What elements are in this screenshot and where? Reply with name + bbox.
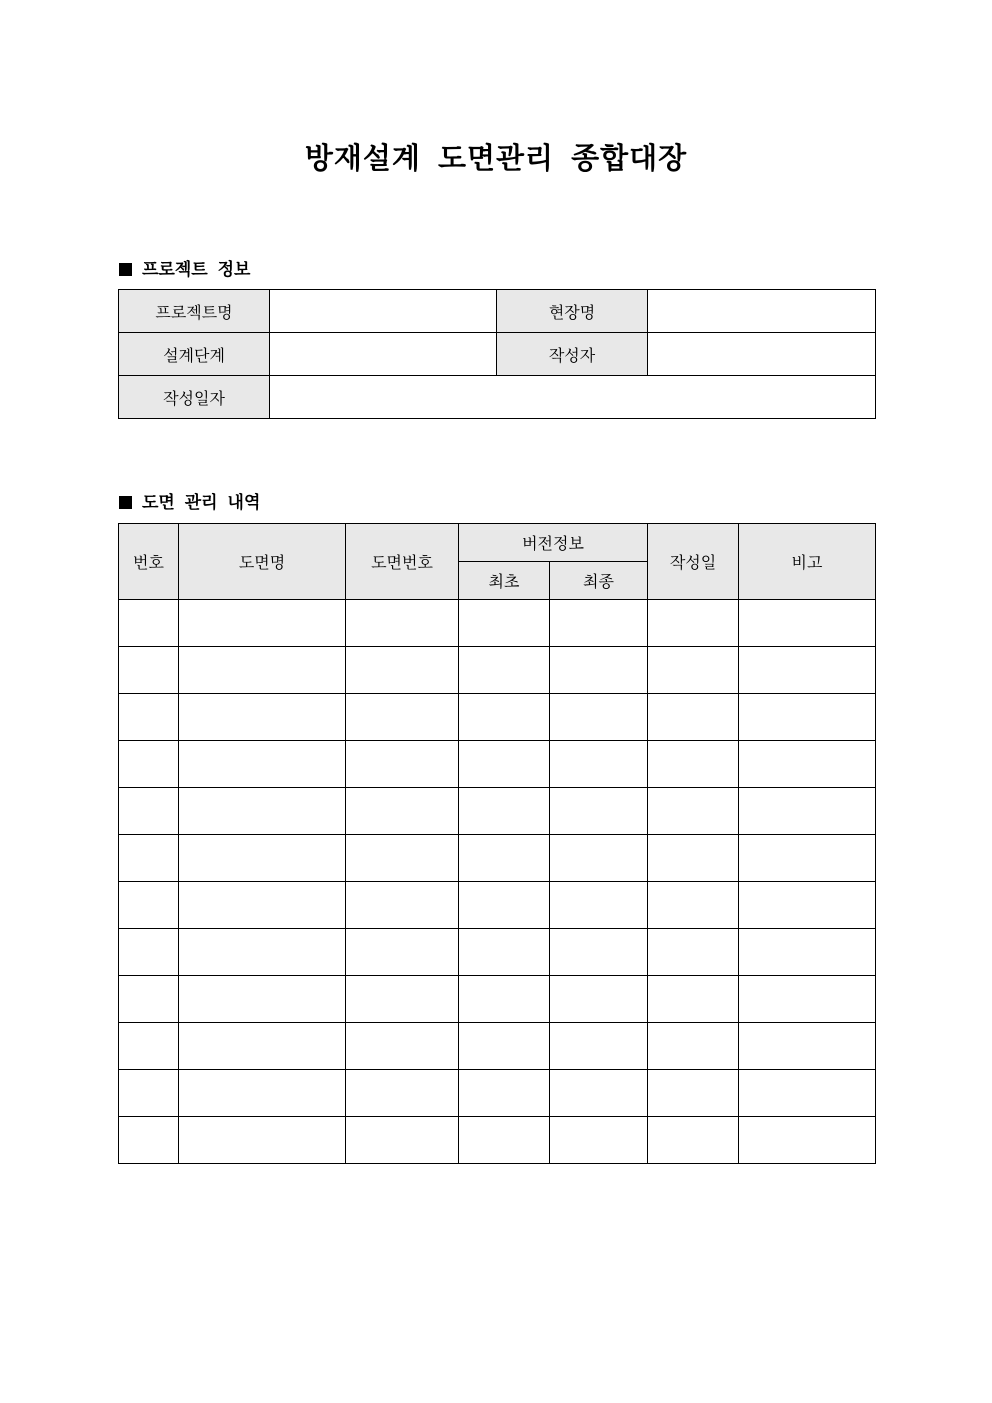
author-field[interactable] xyxy=(648,333,876,376)
cell-note[interactable] xyxy=(739,929,876,976)
cell-last[interactable] xyxy=(550,835,648,882)
cell-date[interactable] xyxy=(648,647,739,694)
cell-first[interactable] xyxy=(459,1117,550,1164)
cell-name[interactable] xyxy=(179,647,346,694)
cell-note[interactable] xyxy=(739,1117,876,1164)
cell-note[interactable] xyxy=(739,694,876,741)
cell-number[interactable] xyxy=(346,929,459,976)
project-info-heading: 프로젝트 정보 xyxy=(119,255,250,280)
author-label: 작성자 xyxy=(497,333,648,376)
cell-first[interactable] xyxy=(459,929,550,976)
table-row xyxy=(119,647,876,694)
site-name-label: 현장명 xyxy=(497,290,648,333)
table-row xyxy=(119,788,876,835)
cell-name[interactable] xyxy=(179,1023,346,1070)
cell-note[interactable] xyxy=(739,788,876,835)
cell-first[interactable] xyxy=(459,1023,550,1070)
table-row xyxy=(119,694,876,741)
design-stage-field[interactable] xyxy=(270,333,497,376)
cell-first[interactable] xyxy=(459,694,550,741)
cell-number[interactable] xyxy=(346,788,459,835)
cell-last[interactable] xyxy=(550,647,648,694)
design-stage-label: 설계단계 xyxy=(119,333,270,376)
cell-date[interactable] xyxy=(648,929,739,976)
cell-name[interactable] xyxy=(179,882,346,929)
header-version-last: 최종 xyxy=(550,562,648,600)
cell-last[interactable] xyxy=(550,929,648,976)
cell-first[interactable] xyxy=(459,788,550,835)
cell-no[interactable] xyxy=(119,976,179,1023)
square-bullet-icon xyxy=(119,496,132,509)
cell-note[interactable] xyxy=(739,647,876,694)
cell-last[interactable] xyxy=(550,694,648,741)
cell-last[interactable] xyxy=(550,976,648,1023)
cell-no[interactable] xyxy=(119,929,179,976)
header-drawing-number: 도면번호 xyxy=(346,524,459,600)
cell-note[interactable] xyxy=(739,741,876,788)
cell-no[interactable] xyxy=(119,647,179,694)
cell-last[interactable] xyxy=(550,788,648,835)
site-name-field[interactable] xyxy=(648,290,876,333)
cell-note[interactable] xyxy=(739,1070,876,1117)
cell-name[interactable] xyxy=(179,1117,346,1164)
cell-date[interactable] xyxy=(648,1117,739,1164)
cell-date[interactable] xyxy=(648,882,739,929)
cell-last[interactable] xyxy=(550,1023,648,1070)
table-row xyxy=(119,835,876,882)
cell-name[interactable] xyxy=(179,976,346,1023)
project-name-field[interactable] xyxy=(270,290,497,333)
cell-first[interactable] xyxy=(459,600,550,647)
square-bullet-icon xyxy=(119,263,132,276)
cell-date[interactable] xyxy=(648,694,739,741)
cell-number[interactable] xyxy=(346,741,459,788)
cell-number[interactable] xyxy=(346,835,459,882)
project-info-table xyxy=(118,289,876,419)
header-date: 작성일 xyxy=(648,524,739,600)
header-version: 버전정보 xyxy=(459,524,648,562)
cell-number[interactable] xyxy=(346,976,459,1023)
table-row xyxy=(119,976,876,1023)
cell-first[interactable] xyxy=(459,1070,550,1117)
cell-name[interactable] xyxy=(179,929,346,976)
cell-date[interactable] xyxy=(648,976,739,1023)
table-row xyxy=(119,741,876,788)
cell-first[interactable] xyxy=(459,976,550,1023)
cell-name[interactable] xyxy=(179,741,346,788)
project-name-label: 프로젝트명 xyxy=(119,290,270,333)
drawing-list-heading: 도면 관리 내역 xyxy=(119,488,260,513)
cell-no[interactable] xyxy=(119,788,179,835)
cell-number[interactable] xyxy=(346,1117,459,1164)
cell-no[interactable] xyxy=(119,835,179,882)
cell-number[interactable] xyxy=(346,1070,459,1117)
table-row xyxy=(119,882,876,929)
drawing-list-table xyxy=(118,523,876,1164)
date-label: 작성일자 xyxy=(119,376,270,419)
cell-last[interactable] xyxy=(550,741,648,788)
cell-name[interactable] xyxy=(179,788,346,835)
cell-date[interactable] xyxy=(648,741,739,788)
cell-no[interactable] xyxy=(119,1070,179,1117)
cell-last[interactable] xyxy=(550,1070,648,1117)
cell-no[interactable] xyxy=(119,1023,179,1070)
cell-number[interactable] xyxy=(346,600,459,647)
cell-note[interactable] xyxy=(739,835,876,882)
drawing-rows xyxy=(119,600,876,1164)
cell-date[interactable] xyxy=(648,1070,739,1117)
table-row xyxy=(119,600,876,647)
cell-name[interactable] xyxy=(179,694,346,741)
cell-no[interactable] xyxy=(119,741,179,788)
table-row xyxy=(119,1070,876,1117)
header-no: 번호 xyxy=(119,524,179,600)
table-row xyxy=(119,1117,876,1164)
page-title: 방재설계 도면관리 종합대장 xyxy=(304,141,688,175)
cell-note[interactable] xyxy=(739,600,876,647)
cell-no[interactable] xyxy=(119,1117,179,1164)
header-version-first: 최초 xyxy=(459,562,550,600)
cell-last[interactable] xyxy=(550,882,648,929)
cell-note[interactable] xyxy=(739,1023,876,1070)
header-drawing-name: 도면명 xyxy=(179,524,346,600)
cell-name[interactable] xyxy=(179,1070,346,1117)
cell-first[interactable] xyxy=(459,835,550,882)
cell-no[interactable] xyxy=(119,882,179,929)
cell-date[interactable] xyxy=(648,600,739,647)
cell-number[interactable] xyxy=(346,1023,459,1070)
cell-first[interactable] xyxy=(459,882,550,929)
cell-number[interactable] xyxy=(346,882,459,929)
date-field[interactable] xyxy=(270,376,876,419)
cell-first[interactable] xyxy=(459,647,550,694)
cell-first[interactable] xyxy=(459,741,550,788)
cell-last[interactable] xyxy=(550,1117,648,1164)
table-row xyxy=(119,929,876,976)
cell-note[interactable] xyxy=(739,882,876,929)
cell-no[interactable] xyxy=(119,694,179,741)
cell-number[interactable] xyxy=(346,694,459,741)
cell-no[interactable] xyxy=(119,600,179,647)
cell-date[interactable] xyxy=(648,788,739,835)
table-row xyxy=(119,1023,876,1070)
cell-note[interactable] xyxy=(739,976,876,1023)
cell-last[interactable] xyxy=(550,600,648,647)
cell-number[interactable] xyxy=(346,647,459,694)
cell-name[interactable] xyxy=(179,600,346,647)
cell-date[interactable] xyxy=(648,835,739,882)
cell-name[interactable] xyxy=(179,835,346,882)
header-note: 비고 xyxy=(739,524,876,600)
cell-date[interactable] xyxy=(648,1023,739,1070)
